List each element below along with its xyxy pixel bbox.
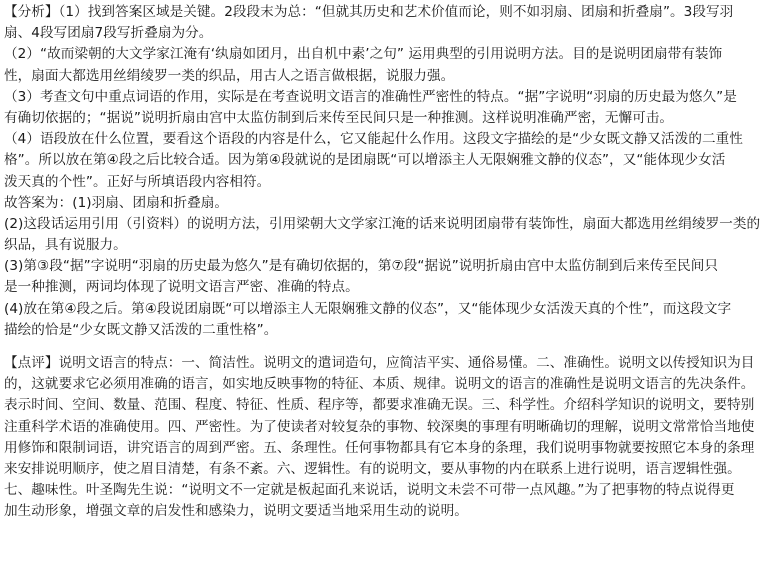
answer-heading-line: 故答案为：(1)羽扇、团扇和折叠扇。 (4, 194, 229, 211)
analysis-line: 有确切依据的；“据说”说明折扇由宫中太监仿制到后来传至民间只是一种推测。这样说明准确严密，无懈可击。 (4, 109, 674, 126)
answer-line: (4)放在第④段之后。第④段说团扇既“可以增添主人无限娴雅文静的仪态”，又“能体现少女活泼天真的个性”，而这段文字 (4, 300, 732, 317)
analysis-line: 性，扇面大都选用丝绢绫罗一类的织品，用古人之语言做根据，说服力强。 (4, 67, 455, 84)
comment-line: 注重科学术语的准确使用。四、严密性。为了使读者对较复杂的事物、较深奥的事理有明晰确切的理解，说明文常常恰当地使 (4, 418, 755, 435)
analysis-line: 格”。所以放在第④段之后比较合适。因为第④段就说的是团扇既“可以增添主人无限娴雅文静的仪态”，又“能体现少女活 (4, 152, 726, 169)
answer-line: (2)这段话运用引用（引资料）的说明方法，引用梁朝大文学家江淹的话来说明团扇带有装饰性，扇面大都选用丝绢绫罗一类的 (4, 215, 761, 232)
comment-section (4, 353, 768, 523)
comment-line: 七、趣味性。叶圣陶先生说：“说明文不一定就是板起面孔来说话，说明文未尝不可带一点风趣。”为了把事物的特点说得更 (4, 482, 735, 499)
comment-line: 表示时间、空间、数量、范围、程度、特征、性质、程序等，都要求准确无误。三、科学性。介绍科学知识的说明文，要特别 (4, 397, 755, 414)
analysis-line: （3）考查文句中重点词语的作用，实际是在考查说明文语言的准确性严密性的特点。“据”字说明“羽扇的历史最为悠久”是 (4, 88, 737, 105)
section-spacer (4, 341, 768, 353)
comment-line: 的，这就要求它必须用准确的语言，如实地反映事物的特征、本质、规律。说明文的语言的准确性是说明文语言的先决条件。 (4, 376, 755, 393)
answer-line: 描绘的恰是“少女既文静又活泼的二重性格”。 (4, 321, 278, 338)
analysis-line: 扇、4段写团扇7段写折叠扇为分。 (4, 25, 213, 42)
answer-line: (3)第③段“据”字说明“羽扇的历史最为悠久”是有确切依据的，第⑦段“据说”说明折扇由宫中太监仿制到后来传至民间只 (4, 258, 719, 275)
comment-line: 用修饰和限制词语，讲究语言的周到严密。五、条理性。任何事物都具有它本身的条理，我们说明事物就要按照它本身的条理 (4, 439, 755, 456)
analysis-line: 【分析】（1）找到答案区域是关键。2段段末为总：“但就其历史和艺术价值而论，则不如羽扇、团扇和折叠扇”。3段写羽 (4, 4, 734, 20)
answer-line: 是一种推测，两词均体现了说明文语言严密、准确的特点。 (4, 279, 359, 296)
comment-line: 【点评】说明文语言的特点：一、简洁性。说明文的遣词造句，应简洁平实、通俗易懂。二、准确性。说明文以传授知识为目 (4, 355, 755, 371)
analysis-line: （4）语段放在什么位置，要看这个语段的内容是什么，它又能起什么作用。这段文字描绘的是“少女既文静又活泼的二重性 (4, 131, 743, 148)
comment-line: 来安排说明顺序，使之眉目清楚，有条不紊。六、逻辑性。有的说明文，要从事物的内在联系上进行说明，语言逻辑性强。 (4, 460, 741, 477)
answer-line: 织品，具有说服力。 (4, 237, 127, 254)
comment-line: 加生动形象，增强文章的启发性和感染力，说明文要适当地采用生动的说明。 (4, 503, 468, 520)
analysis-section (4, 2, 768, 341)
analysis-line: （2）“故而梁朝的大文学家江淹有‘纨扇如团月，出自机中素’之句” 运用典型的引用说明方法。目的是说明团扇带有装饰 (4, 46, 723, 63)
analysis-line: 泼天真的个性”。正好与所填语段内容相符。 (4, 173, 271, 190)
